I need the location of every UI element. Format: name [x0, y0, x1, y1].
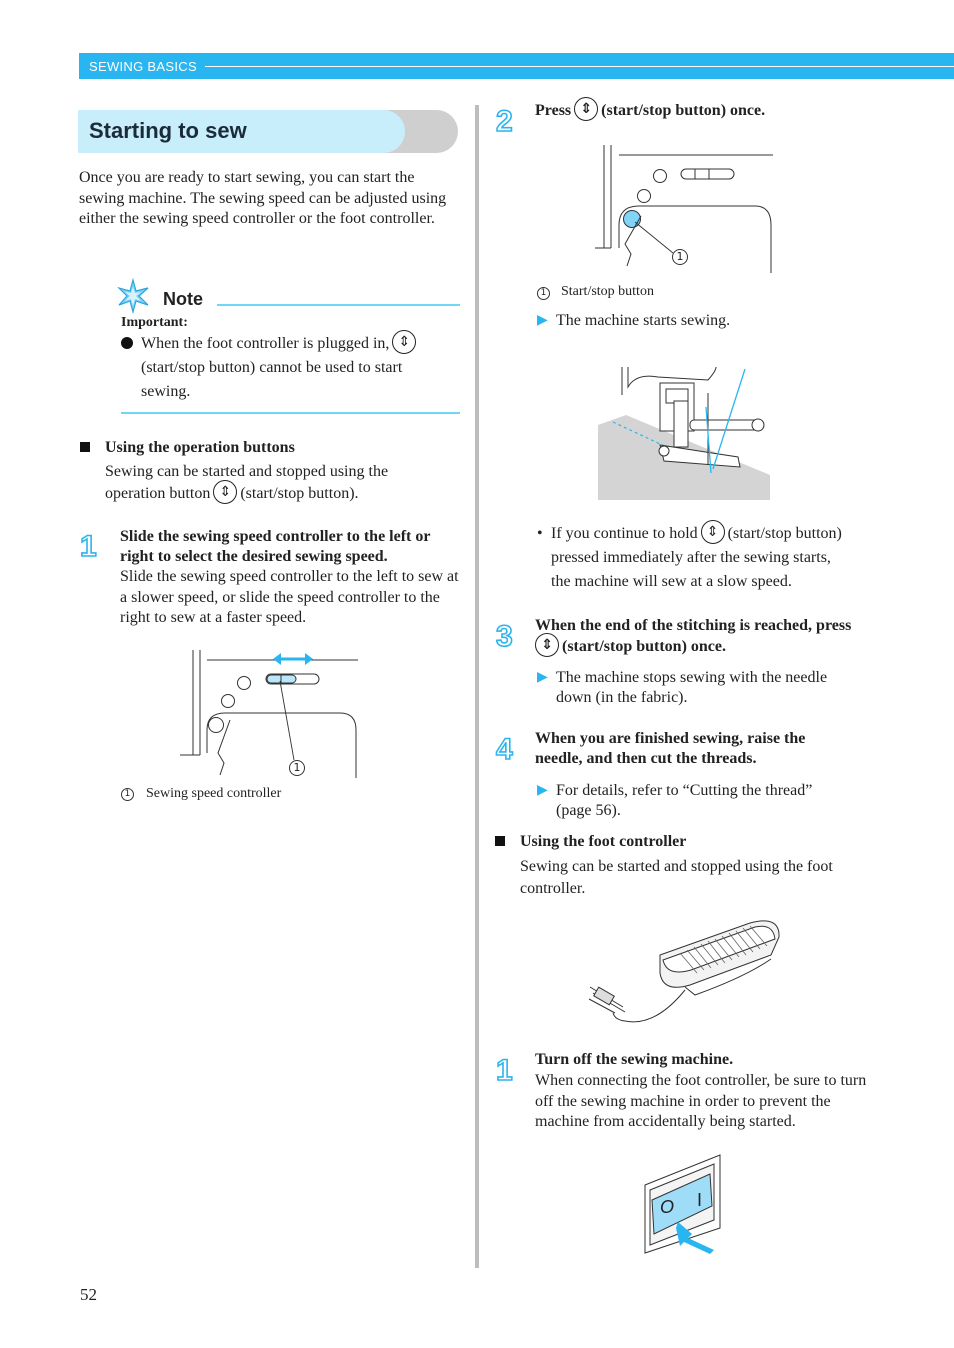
note-bullet-line1: When the foot controller is plugged in, ⇕	[141, 334, 419, 355]
note-bullet	[121, 337, 133, 349]
section-square-marker	[495, 836, 505, 846]
note-bullet-line2: (start/stop button) cannot be used to start	[141, 359, 403, 376]
step3-instruction-line2: ⇕ (start/stop button) once.	[535, 637, 726, 658]
op-buttons-line1: Sewing can be started and stopped using the	[105, 463, 389, 480]
step-number: 4	[496, 733, 513, 766]
start-stop-caption: Start/stop button	[561, 284, 654, 299]
page-title: Starting to sew	[89, 118, 247, 143]
note-star-icon	[115, 278, 153, 314]
caption-callout-number: 1	[537, 287, 550, 300]
start-stop-icon: ⇕	[535, 633, 559, 657]
note-important-label: Important:	[121, 315, 188, 330]
step-number: 2	[496, 105, 513, 138]
switch-on-label: I	[697, 1190, 703, 1210]
section-square-marker	[80, 442, 90, 452]
op-buttons-heading: Using the operation buttons	[105, 439, 295, 456]
start-stop-icon: ⇕	[701, 520, 725, 544]
step-number: 1	[496, 1054, 513, 1087]
result-arrow-icon: ▶	[537, 312, 548, 328]
page-number: 52	[80, 1285, 97, 1304]
foot-controller-line2: controller.	[520, 880, 586, 897]
start-stop-icon: ⇕	[574, 97, 598, 121]
step4-instruction-line2: needle, and then cut the threads.	[535, 750, 757, 767]
section-header-rule	[205, 66, 954, 67]
note-heading: Note	[163, 289, 203, 309]
speed-controller-caption: Sewing speed controller	[146, 786, 282, 801]
section-header-label: SEWING BASICS	[89, 59, 197, 74]
foot-controller-heading: Using the foot controller	[520, 833, 687, 850]
note-bottom-rule	[121, 412, 460, 414]
step3-result-line2: down (in the fabric).	[556, 689, 688, 706]
step5-body: When connecting the foot controller, be sure to turn off the sewing machine in order to prevent the machine from accidentally being started.	[535, 1072, 867, 1130]
intro-paragraph: Once you are ready to start sewing, you can start the sewing machine. The sewing speed can be adjusted using either the sewing speed controller or the foot controller.	[79, 169, 447, 227]
result-arrow-icon: ▶	[537, 669, 548, 685]
note-top-rule	[217, 304, 460, 306]
callout-number: 1	[289, 760, 305, 776]
step1-instruction-line1: Slide the sewing speed controller to the left or	[120, 528, 431, 545]
speed-controller-illustration	[180, 645, 365, 780]
tip-line1: If you continue to hold ⇕ (start/stop button)	[551, 524, 842, 545]
op-buttons-line2: operation button ⇕ (start/stop button).	[105, 484, 359, 505]
note-bullet-line3: sewing.	[141, 383, 191, 400]
step3-instruction-line1: When the end of the stitching is reached, press	[535, 617, 852, 634]
step-number: 3	[496, 620, 513, 653]
power-switch-illustration	[640, 1150, 730, 1258]
start-stop-icon: ⇕	[213, 480, 237, 504]
start-stop-icon: ⇕	[392, 330, 416, 354]
foot-controller-line1: Sewing can be started and stopped using the foot	[520, 858, 833, 875]
step5-instruction: Turn off the sewing machine.	[535, 1051, 734, 1068]
result-arrow-icon: ▶	[537, 782, 548, 798]
step4-result-line2: (page 56).	[556, 802, 621, 819]
foot-controller-illustration	[585, 915, 785, 1035]
step1-instruction-line2: right to select the desired sewing speed.	[120, 548, 388, 565]
step4-result-line1: For details, refer to “Cutting the thread”	[556, 782, 813, 799]
presser-foot-illustration	[598, 365, 770, 502]
caption-callout-number: 1	[121, 788, 134, 801]
tip-line3: the machine will sew at a slow speed.	[551, 573, 792, 590]
step-number: 1	[80, 530, 97, 563]
tip-bullet-dot: •	[537, 525, 543, 542]
column-divider	[475, 105, 479, 1268]
step2-result: The machine starts sewing.	[556, 312, 731, 329]
step3-result-line1: The machine stops sewing with the needle	[556, 669, 828, 686]
tip-line2: pressed immediately after the sewing starts,	[551, 549, 831, 566]
step4-instruction-line1: When you are finished sewing, raise the	[535, 730, 806, 747]
callout-number: 1	[672, 249, 688, 265]
step2-instruction: Press ⇕ (start/stop button) once.	[535, 101, 765, 122]
switch-off-label: O	[660, 1197, 675, 1217]
step1-body: Slide the sewing speed controller to the left to sew at a slower speed, or slide the speed controller to the right to sew at a faster speed.	[120, 568, 459, 626]
